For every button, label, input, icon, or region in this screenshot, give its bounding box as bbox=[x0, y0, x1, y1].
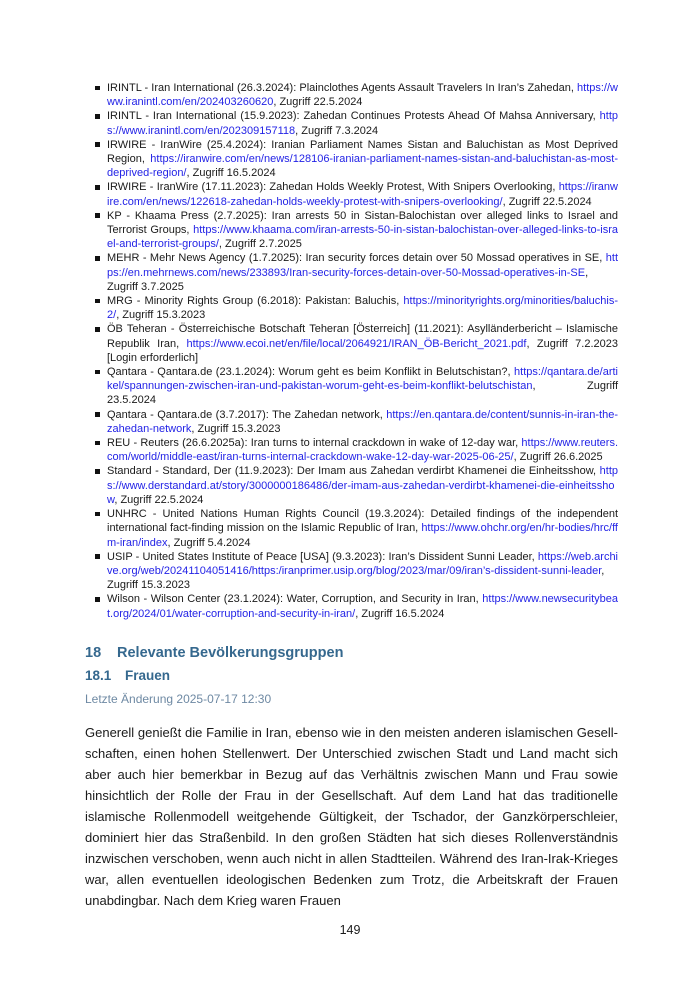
section-heading bbox=[85, 644, 618, 663]
reference-text-post: , Zugriff 7.2.2023 [Login erforderlich] bbox=[107, 337, 618, 364]
bullet-square-icon bbox=[95, 441, 100, 446]
bullet-square-icon bbox=[95, 469, 100, 474]
reference-text-pre: REU - Reuters (26.6.2025a): Iran turns to internal crackdown in wake of 12-day war, bbox=[107, 437, 522, 450]
last-change-note: Letzte Änderung 2025-07-17 12:30 bbox=[85, 691, 272, 706]
reference-text-post: , Zugriff 3.7.2025 bbox=[107, 266, 589, 293]
reference-text-post: , Zugriff 15.3.2023 bbox=[116, 309, 206, 322]
reference-text-pre: MEHR - Mehr News Agency (1.7.2025): Iran security forces detain over 50 Mossad operatives in SE, bbox=[107, 252, 606, 265]
reference-text-post: , Zugriff 2.7.2025 bbox=[218, 238, 302, 251]
reference-link[interactable]: https://minorityrights.org/minorities/baluchis-2/ bbox=[107, 295, 618, 322]
reference-link[interactable]: https://www.iranintl.com/en/202403260620 bbox=[107, 82, 618, 109]
reference-text-pre: IRWIRE - IranWire (25.4.2024): Iranian Parliament Names Sistan and Baluchistan as Most Deprived Region, bbox=[107, 138, 618, 166]
reference-text-pre: Qantara - Qantara.de (23.1.2024): Worum geht es beim Konflikt in Belutschistan?, bbox=[107, 366, 515, 379]
reference-text-pre: Standard - Standard, Der (11.9.2023): Der Imam aus Zahedan verdirbt Khamenei die Einheitsshow, bbox=[107, 465, 600, 478]
body-paragraph: Generell genießt die Familie in Iran, ebenso wie in den meisten anderen islamischen Gesellschaften, einen hohen Stellenwert. Der Unterschied zwischen Stadt und Land macht sich aber auch hier bemerkbar in Bezug auf das Verhältnis zwischen Mann und Frau sowie hinsichtlich der Rolle der Frau in der Gesellschaft. Auf dem Land hat das traditionelle islamische Rollenmodell weitgehende Gültigkeit, der Tschador, der Ganzkörperschleier, dominiert hier das Straßenbild. In den großen Städten hat sich dieses Rollenverständnis inzwischen verschoben, wenn auch nicht in allen Stadtteilen. Während des Iran-Irak-Krieges war, allen eventuellen ideologischen Bedenken zum Trotz, die Arbeitskraft der Frauen unabdingbar. Nach dem Krieg waren Frauen bbox=[85, 724, 618, 908]
reference-text-post: , Zugriff 7.3.2024 bbox=[295, 124, 379, 137]
reference-text-post: , Zugriff 16.5.2024 bbox=[355, 607, 445, 620]
bullet-square-icon bbox=[95, 142, 100, 147]
reference-text-post: , Zugriff 23.5.2024 bbox=[107, 380, 618, 407]
bullet-square-icon bbox=[95, 86, 100, 91]
reference-item bbox=[85, 209, 618, 252]
reference-item bbox=[85, 436, 618, 464]
bullet-square-icon bbox=[95, 327, 100, 332]
reference-list bbox=[85, 81, 618, 621]
reference-text-pre: Qantara - Qantara.de (3.7.2017): The Zahedan network, bbox=[107, 408, 387, 421]
reference-link[interactable]: https://www.reuters.com/world/middle-east/iran-turns-internal-crackdown-wake-12-day-war-2025-06-25/ bbox=[107, 437, 618, 464]
reference-link[interactable]: https://www.derstandard.at/story/3000000186486/der-imam-aus-zahedan-verdirbt-khamenei-die-einheitsshow bbox=[107, 465, 618, 506]
reference-text-pre: IRINTL - Iran International (26.3.2024): Plainclothes Agents Assault Travelers In Iran’s Zahedan, bbox=[107, 82, 578, 94]
reference-item bbox=[85, 365, 618, 408]
page-number: 149 bbox=[339, 923, 361, 937]
reference-item bbox=[85, 81, 618, 109]
reference-text-pre: USIP - United States Institute of Peace [USA] (9.3.2023): Iran’s Dissident Sunni Leader, bbox=[107, 550, 538, 563]
reference-link[interactable]: https://www.ohchr.org/en/hr-bodies/hrc/ffm-iran/index bbox=[107, 522, 618, 549]
subsection-number: 18.1 bbox=[85, 667, 112, 683]
reference-item bbox=[85, 180, 618, 208]
bullet-square-icon bbox=[95, 370, 100, 375]
bullet-square-icon bbox=[95, 213, 100, 218]
bullet-square-icon bbox=[95, 256, 100, 261]
reference-text-pre: IRINTL - Iran International (15.9.2023): Zahedan Continues Protests Ahead Of Mahsa Anniversary, bbox=[107, 110, 600, 123]
reference-item bbox=[85, 592, 618, 620]
subsection-title: Frauen bbox=[125, 667, 171, 683]
bullet-square-icon bbox=[95, 412, 100, 417]
reference-link[interactable]: https://en.qantara.de/content/sunnis-in-iran-the-zahedan-network bbox=[107, 408, 618, 435]
reference-link[interactable]: https://web.archive.org/web/20241104051416/https:/iranprimer.usip.org/blog/2023/mar/09/iran’s-dissident-sunni-leader bbox=[107, 550, 618, 577]
section-number: 18 bbox=[85, 644, 102, 661]
reference-text-pre: ÖB Teheran - Österreichische Botschaft Teheran [Österreich] (11.2021): Asylländerbericht – Islamische Republik Iran, bbox=[107, 323, 618, 350]
reference-link[interactable]: https://www.khaama.com/iran-arrests-50-in-sistan-balochistan-over-alleged-links-to-israel-and-terrorist-groups/ bbox=[107, 224, 618, 251]
reference-item bbox=[85, 109, 618, 137]
reference-link[interactable]: https://en.mehrnews.com/news/233893/Iran-security-forces-detain-over-50-Mossad-operatives-in-SE bbox=[107, 252, 618, 279]
reference-item bbox=[85, 507, 618, 550]
reference-text-post: , Zugriff 26.6.2025 bbox=[513, 451, 603, 464]
reference-text-post: , Zugriff 15.3.2023 bbox=[107, 564, 605, 592]
reference-link[interactable]: https://www.newsecuritybeat.org/2024/01/water-corruption-and-security-in-iran/ bbox=[107, 593, 618, 620]
section-title: Relevante Bevölkerungsgruppen bbox=[117, 644, 344, 661]
reference-link[interactable]: https://qantara.de/artikel/spannungen-zwischen-iran-und-pakistan-worum-geht-es-beim-konflikt-belutschistan bbox=[107, 366, 618, 393]
reference-text-pre: Wilson - Wilson Center (23.1.2024): Water, Corruption, and Security in Iran, bbox=[107, 593, 483, 606]
reference-text-pre: UNHRC - United Nations Human Rights Council (19.3.2024): Detailed findings of the independent international fact-finding mission on the Islamic Republic of Iran, bbox=[107, 508, 618, 535]
reference-text-post: , Zugriff 22.5.2024 bbox=[273, 96, 363, 109]
reference-text-pre: KP - Khaama Press (2.7.2025): Iran arrests 50 in Sistan-Balochistan over alleged links to Israel and Terrorist Groups, bbox=[107, 209, 618, 237]
bullet-square-icon bbox=[95, 114, 100, 119]
bullet-square-icon bbox=[95, 554, 100, 559]
reference-text-post: , Zugriff 15.3.2023 bbox=[191, 422, 281, 435]
reference-item bbox=[85, 464, 618, 507]
reference-link[interactable]: https://iranwire.com/en/news/128106-iranian-parliament-names-sistan-and-baluchistan-as-most-deprived-region/ bbox=[107, 153, 618, 180]
reference-link[interactable]: https://www.iranintl.com/en/202309157118 bbox=[107, 110, 618, 137]
reference-item bbox=[85, 294, 618, 322]
reference-item bbox=[85, 322, 618, 365]
bullet-square-icon bbox=[95, 597, 100, 602]
reference-item bbox=[85, 550, 618, 593]
reference-text-post: , Zugriff 5.4.2024 bbox=[167, 536, 251, 549]
reference-text-post: , Zugriff 22.5.2024 bbox=[114, 493, 204, 506]
reference-item bbox=[85, 251, 618, 294]
reference-text-pre: MRG - Minority Rights Group (6.2018): Pakistan: Baluchis, bbox=[107, 295, 404, 308]
reference-text-post: , Zugriff 16.5.2024 bbox=[186, 167, 276, 180]
reference-text-pre: IRWIRE - IranWire (17.11.2023): Zahedan Holds Weekly Protest, With Snipers Overlooking, bbox=[107, 181, 559, 194]
reference-item bbox=[85, 408, 618, 436]
reference-item bbox=[85, 138, 618, 181]
reference-text-post: , Zugriff 22.5.2024 bbox=[502, 195, 592, 208]
subsection-heading bbox=[85, 667, 618, 685]
bullet-square-icon bbox=[95, 185, 100, 190]
bullet-square-icon bbox=[95, 299, 100, 304]
bullet-square-icon bbox=[95, 512, 100, 517]
page-content bbox=[85, 81, 618, 911]
reference-link[interactable]: https://iranwire.com/en/news/122618-zahedan-holds-weekly-protest-with-snipers-overlooking/ bbox=[107, 181, 618, 208]
reference-link[interactable]: https://www.ecoi.net/en/file/local/2064921/IRAN_ÖB-Bericht_2021.pdf bbox=[186, 337, 527, 350]
